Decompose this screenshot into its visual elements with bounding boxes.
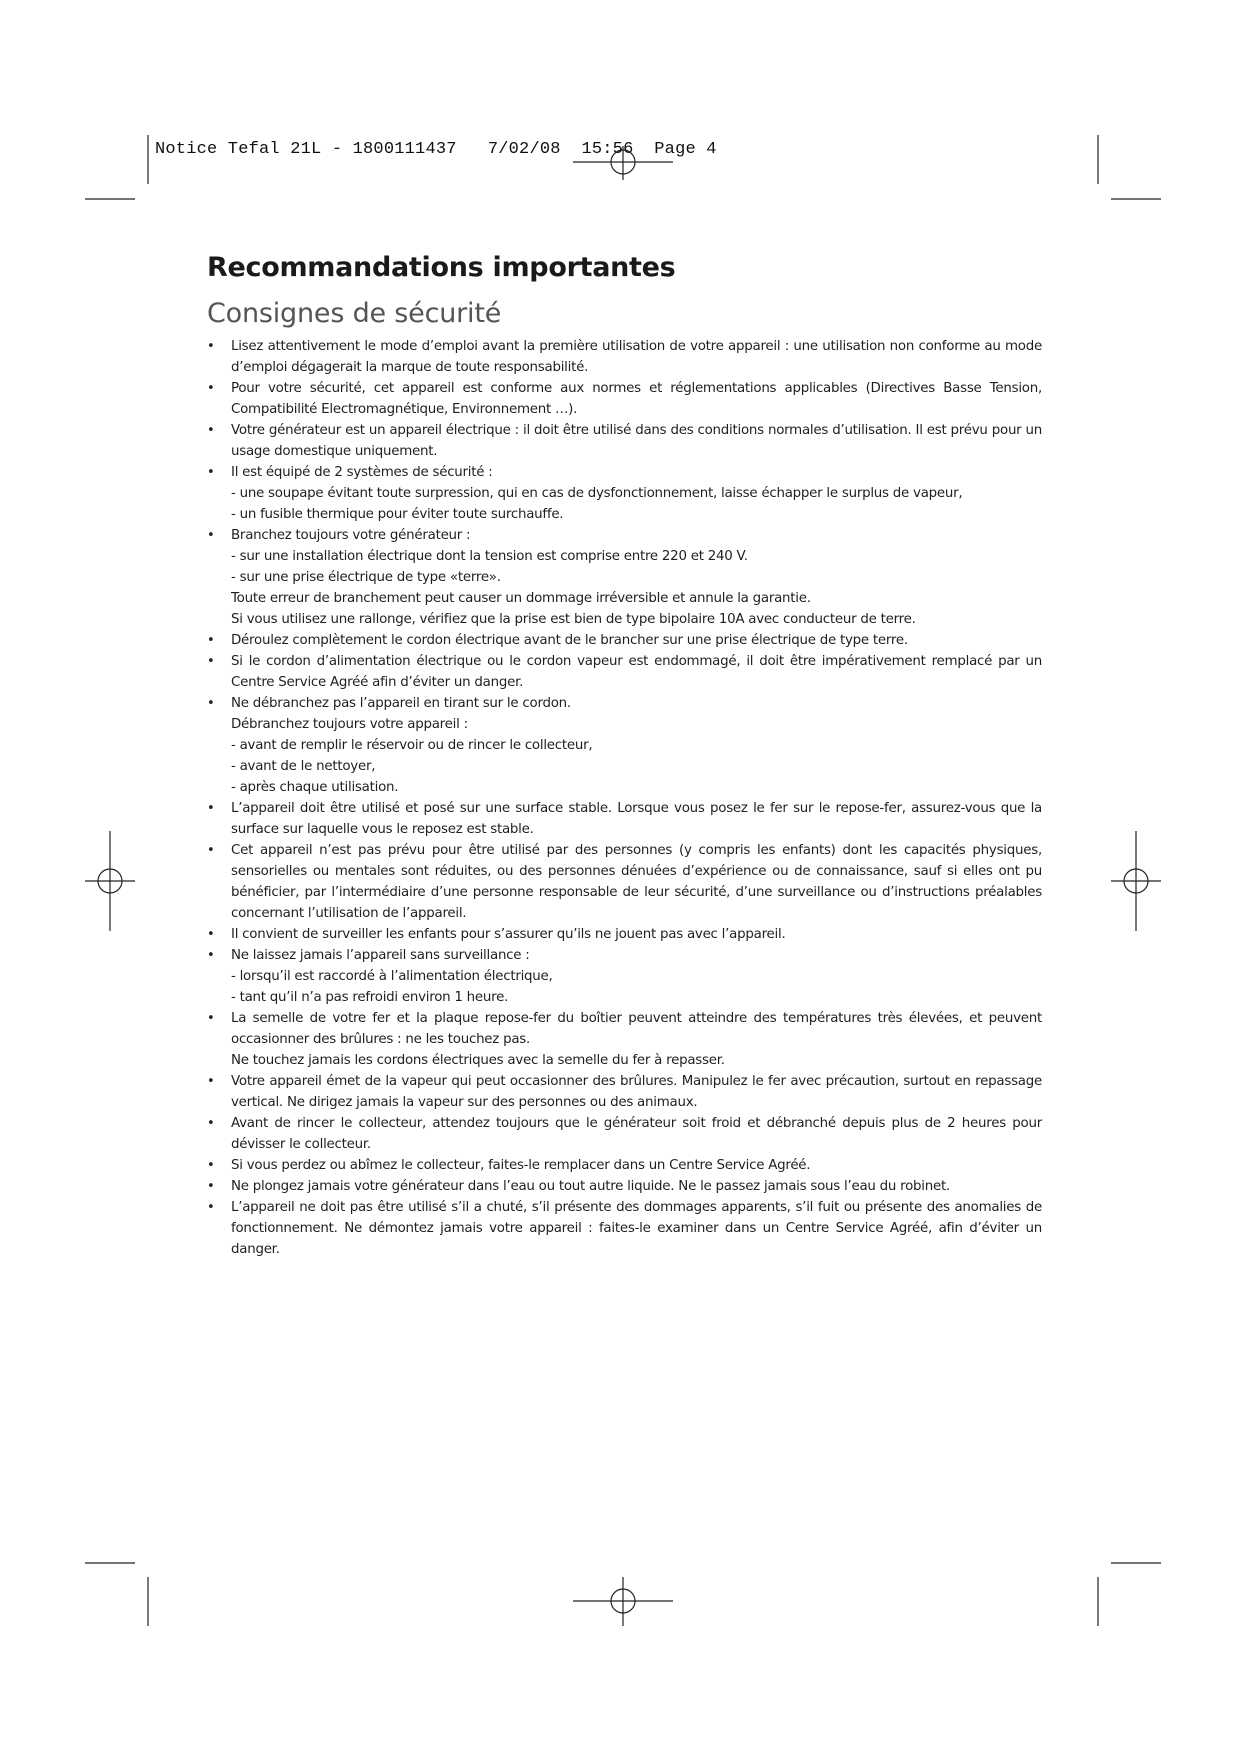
list-item-line: - une soupape évitant toute surpression, qui en cas de dysfonctionnement, laisse échapper le surplus de vapeur, bbox=[231, 486, 963, 501]
list-item bbox=[207, 420, 1042, 462]
list-item-line: - sur une prise électrique de type «terre». bbox=[231, 570, 501, 585]
bullet-icon: • bbox=[207, 1158, 215, 1173]
list-item-line: Il est équipé de 2 systèmes de sécurité : bbox=[231, 465, 493, 480]
list-item bbox=[207, 924, 1042, 945]
list-item-line: - un fusible thermique pour éviter toute surchauffe. bbox=[231, 507, 564, 522]
bullet-icon: • bbox=[207, 1179, 215, 1194]
list-item-line: Ne débranchez pas l’appareil en tirant sur le cordon. bbox=[231, 696, 571, 711]
page-content bbox=[207, 250, 1042, 1260]
list-item bbox=[207, 840, 1042, 924]
list-item-line: Débranchez toujours votre appareil : bbox=[231, 717, 468, 732]
bullet-icon: • bbox=[207, 654, 215, 669]
bullet-icon: • bbox=[207, 1200, 215, 1215]
list-item-line: Si vous perdez ou abîmez le collecteur, faites-le remplacer dans un Centre Service Agréé. bbox=[231, 1158, 811, 1173]
bullet-icon: • bbox=[207, 339, 215, 354]
list-item bbox=[207, 693, 1042, 798]
bullet-icon: • bbox=[207, 1011, 215, 1026]
bullet-icon: • bbox=[207, 696, 215, 711]
list-item bbox=[207, 1197, 1042, 1260]
list-item bbox=[207, 1155, 1042, 1176]
list-item bbox=[207, 336, 1042, 378]
list-item-line: L’appareil ne doit pas être utilisé s’il a chuté, s’il présente des dommages apparents, s’il fuit ou présente des anomalies de fonctionnement. Ne démontez jamais votre appareil : faites-le examiner dans un Centre Service Agréé, afin d’éviter un danger. bbox=[231, 1200, 1042, 1257]
list-item-line: La semelle de votre fer et la plaque repose-fer du boîtier peuvent atteindre des températures très élevées, et peuvent occasionner des brûlures : ne les touchez pas. bbox=[231, 1011, 1042, 1047]
list-item-line: Avant de rincer le collecteur, attendez toujours que le générateur soit froid et débranché depuis plus de 2 heures pour dévisser le collecteur. bbox=[231, 1116, 1042, 1152]
list-item-line: - avant de remplir le réservoir ou de rincer le collecteur, bbox=[231, 738, 593, 753]
page-title: Recommandations importantes bbox=[207, 252, 676, 283]
bullet-icon: • bbox=[207, 381, 215, 396]
registration-mark-right bbox=[1111, 831, 1161, 931]
section-title: Consignes de sécurité bbox=[207, 298, 502, 329]
list-item-line: Si le cordon d’alimentation électrique ou le cordon vapeur est endommagé, il doit être impérativement remplacé par un Centre Service Agréé afin d’éviter un danger. bbox=[231, 654, 1042, 690]
list-item bbox=[207, 945, 1042, 1008]
list-item bbox=[207, 798, 1042, 840]
list-item-line: - lorsqu’il est raccordé à l’alimentation électrique, bbox=[231, 969, 553, 984]
bullet-icon: • bbox=[207, 1074, 215, 1089]
list-item bbox=[207, 1071, 1042, 1113]
bullet-icon: • bbox=[207, 801, 215, 816]
list-item bbox=[207, 651, 1042, 693]
list-item-line: Déroulez complètement le cordon électrique avant de le brancher sur une prise électrique de type terre. bbox=[231, 633, 908, 648]
list-item-line: Votre appareil émet de la vapeur qui peut occasionner des brûlures. Manipulez le fer avec précaution, surtout en repassage vertical. Ne dirigez jamais la vapeur sur des personnes ou des animaux. bbox=[231, 1074, 1042, 1110]
bullet-icon: • bbox=[207, 423, 215, 438]
registration-mark-bottom bbox=[573, 1577, 673, 1626]
list-item-line: Branchez toujours votre générateur : bbox=[231, 528, 471, 543]
list-item bbox=[207, 1176, 1042, 1197]
list-item bbox=[207, 1113, 1042, 1155]
bullet-icon: • bbox=[207, 843, 215, 858]
bullet-icon: • bbox=[207, 528, 215, 543]
list-item bbox=[207, 378, 1042, 420]
list-item bbox=[207, 1008, 1042, 1071]
registration-mark-left bbox=[85, 831, 135, 931]
bullet-icon: • bbox=[207, 948, 215, 963]
bullet-icon: • bbox=[207, 927, 215, 942]
list-item-line: Toute erreur de branchement peut causer un dommage irréversible et annule la garantie. bbox=[231, 591, 811, 606]
safety-list bbox=[207, 336, 1042, 1260]
bullet-icon: • bbox=[207, 1116, 215, 1131]
list-item-line: - sur une installation électrique dont la tension est comprise entre 220 et 240 V. bbox=[231, 549, 748, 564]
bullet-icon: • bbox=[207, 465, 215, 480]
list-item-line: - avant de le nettoyer, bbox=[231, 759, 376, 774]
list-item-line: Ne laissez jamais l’appareil sans surveillance : bbox=[231, 948, 530, 963]
print-slug: Notice Tefal 21L - 1800111437 7/02/08 15:56 Page 4 bbox=[155, 140, 717, 159]
list-item-line: Ne plongez jamais votre générateur dans l’eau ou tout autre liquide. Ne le passez jamais sous l’eau du robinet. bbox=[231, 1179, 950, 1194]
list-item-line: - après chaque utilisation. bbox=[231, 780, 399, 795]
list-item-line: L’appareil doit être utilisé et posé sur une surface stable. Lorsque vous posez le fer sur le repose-fer, assurez-vous que la surface sur laquelle vous le reposez est stable. bbox=[231, 801, 1042, 837]
list-item-line: Cet appareil n’est pas prévu pour être utilisé par des personnes (y compris les enfants) dont les capacités physiques, sensorielles ou mentales sont réduites, ou des personnes dénuées d’expérience ou de connaissance, sauf si elles ont pu bénéficier, par l’intermédiaire d’une personne responsable de leur sécurité, d’une surveillance ou d’instructions préalables concernant l’utilisation de l’appareil. bbox=[231, 843, 1042, 921]
list-item-line: Lisez attentivement le mode d’emploi avant la première utilisation de votre appareil : une utilisation non conforme au mode d’emploi dégagerait la marque de toute responsabilité. bbox=[231, 339, 1042, 375]
list-item bbox=[207, 462, 1042, 525]
list-item-line: - tant qu’il n’a pas refroidi environ 1 heure. bbox=[231, 990, 509, 1005]
list-item bbox=[207, 630, 1042, 651]
list-item-line: Si vous utilisez une rallonge, vérifiez que la prise est bien de type bipolaire 10A avec conducteur de terre. bbox=[231, 612, 916, 627]
list-item-line: Ne touchez jamais les cordons électriques avec la semelle du fer à repasser. bbox=[231, 1053, 725, 1068]
list-item-line: Pour votre sécurité, cet appareil est conforme aux normes et réglementations applicables (Directives Basse Tension, Compatibilité Electromagnétique, Environnement …). bbox=[231, 381, 1042, 417]
list-item-line: Votre générateur est un appareil électrique : il doit être utilisé dans des conditions normales d’utilisation. Il est prévu pour un usage domestique uniquement. bbox=[231, 423, 1042, 459]
bullet-icon: • bbox=[207, 633, 215, 648]
list-item-line: Il convient de surveiller les enfants pour s’assurer qu’ils ne jouent pas avec l’appareil. bbox=[231, 927, 786, 942]
list-item bbox=[207, 525, 1042, 630]
